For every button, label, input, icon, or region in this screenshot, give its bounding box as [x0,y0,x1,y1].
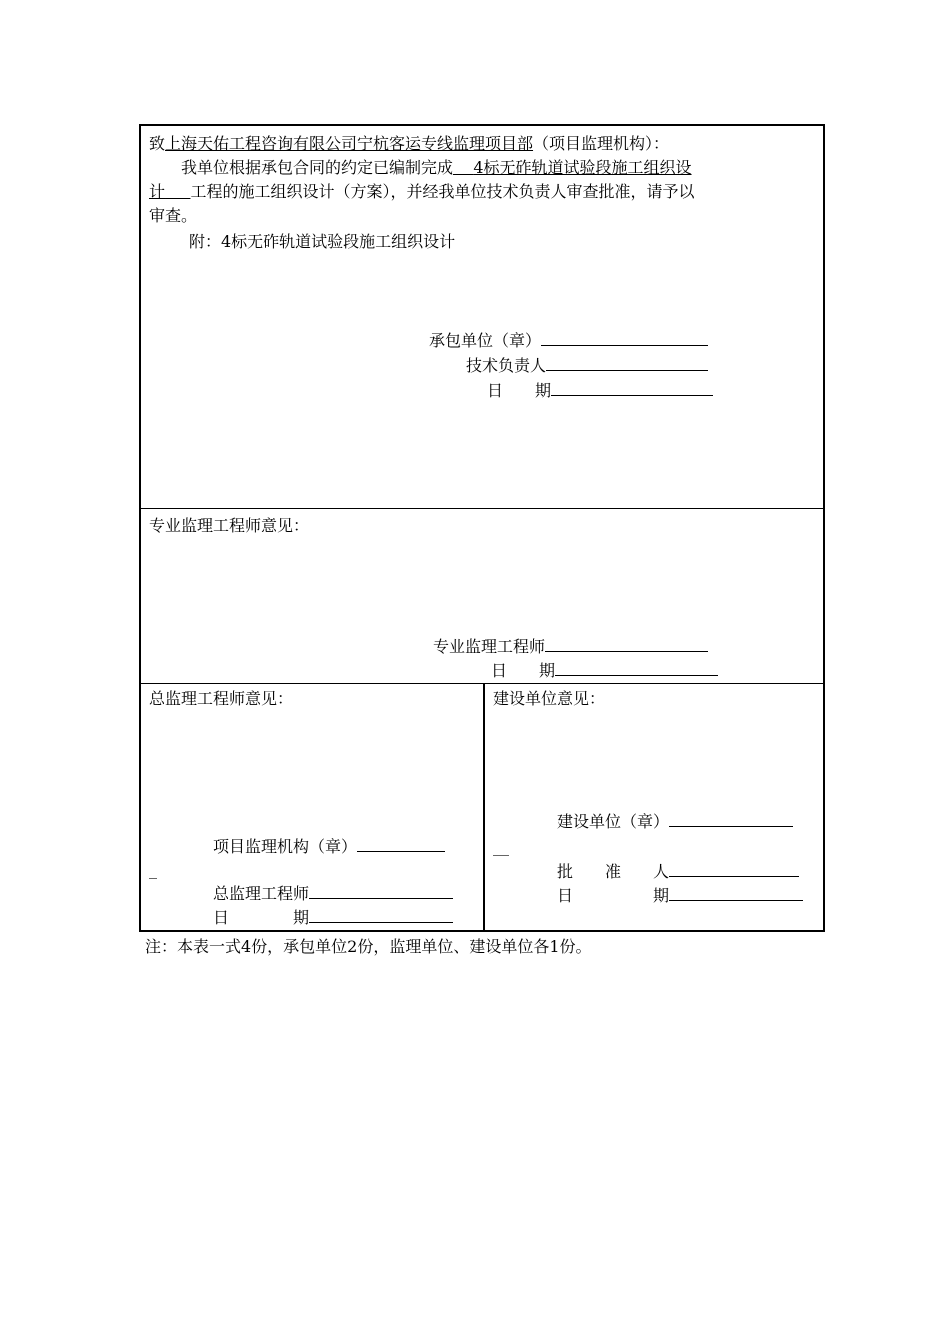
contractor-date-row [487,378,713,403]
body-line-2 [149,180,694,204]
tech-lead-blank[interactable] [546,353,708,371]
footer-note: 注：本表一式4份，承包单位2份，监理单位、建设单位各1份。 [145,937,592,956]
chief-date-label: 日 期 [213,908,310,927]
org-seal-row [213,834,445,859]
owner-date-label: 日 期 [557,886,670,905]
chief-date-blank[interactable] [309,905,453,923]
specialist-section [141,508,823,684]
chief-engineer-blank[interactable] [309,881,453,899]
project-name-part2: 计 [149,182,166,201]
specialist-opinion-label: 专业监理工程师意见： [149,516,310,535]
project-name-part1: 4标无砟轨道试验段施工组织设 [473,158,692,177]
contractor-date-label: 日 期 [487,381,552,400]
specialist-engineer-row [433,634,708,659]
owner-seal-wrap: __ [493,837,509,856]
specialist-date-label: 日 期 [491,661,556,680]
recipient-name: 上海天佑工程咨询有限公司宁杭客运专线监理项目部 [165,134,534,153]
owner-seal-row [557,809,793,834]
org-seal-label: 项目监理机构（章） [213,837,358,856]
contractor-seal-row [429,328,708,353]
body-suffix: 工程的施工组织设计（方案），并经我单位技术负责人审查批准，请予以 [190,182,695,201]
contractor-date-blank[interactable] [551,378,713,396]
owner-seal-blank[interactable] [669,809,793,827]
contractor-seal-label: 承包单位（章） [429,331,542,350]
body-prefix: 我单位根据承包合同的约定已编制完成 [181,158,454,177]
specialist-date-blank[interactable] [555,658,718,676]
owner-opinion-label: 建设单位意见： [493,689,606,708]
tech-lead-label: 技术负责人 [466,356,547,375]
org-seal-wrap: _ [149,860,157,879]
approver-row [557,859,799,884]
contractor-section [141,126,823,509]
recipient-prefix: 致 [149,134,166,153]
construction-plan-review-form [139,124,825,932]
tech-lead-row [466,353,708,378]
specialist-engineer-label: 专业监理工程师 [433,637,546,656]
chief-engineer-section [141,683,485,930]
body-line-1 [181,156,692,180]
specialist-engineer-blank[interactable] [545,634,708,652]
approver-label: 批 准 人 [557,862,670,881]
recipient-line [149,132,669,156]
owner-seal-label: 建设单位（章） [557,812,670,831]
specialist-date-row [491,658,718,683]
chief-engineer-label: 总监理工程师 [213,884,310,903]
chief-engineer-row [213,881,453,906]
body-line-3: 审查。 [149,206,198,225]
owner-date-row [557,883,803,908]
chief-opinion-label: 总监理工程师意见： [149,689,294,708]
owner-section [485,683,823,930]
recipient-suffix: （项目监理机构）： [533,134,670,153]
approver-blank[interactable] [669,859,799,877]
owner-date-blank[interactable] [669,883,803,901]
chief-date-row [213,905,453,930]
org-seal-blank[interactable] [357,834,445,852]
contractor-seal-blank[interactable] [541,328,708,346]
attachment-line: 附：4标无砟轨道试验段施工组织设计 [189,232,456,251]
